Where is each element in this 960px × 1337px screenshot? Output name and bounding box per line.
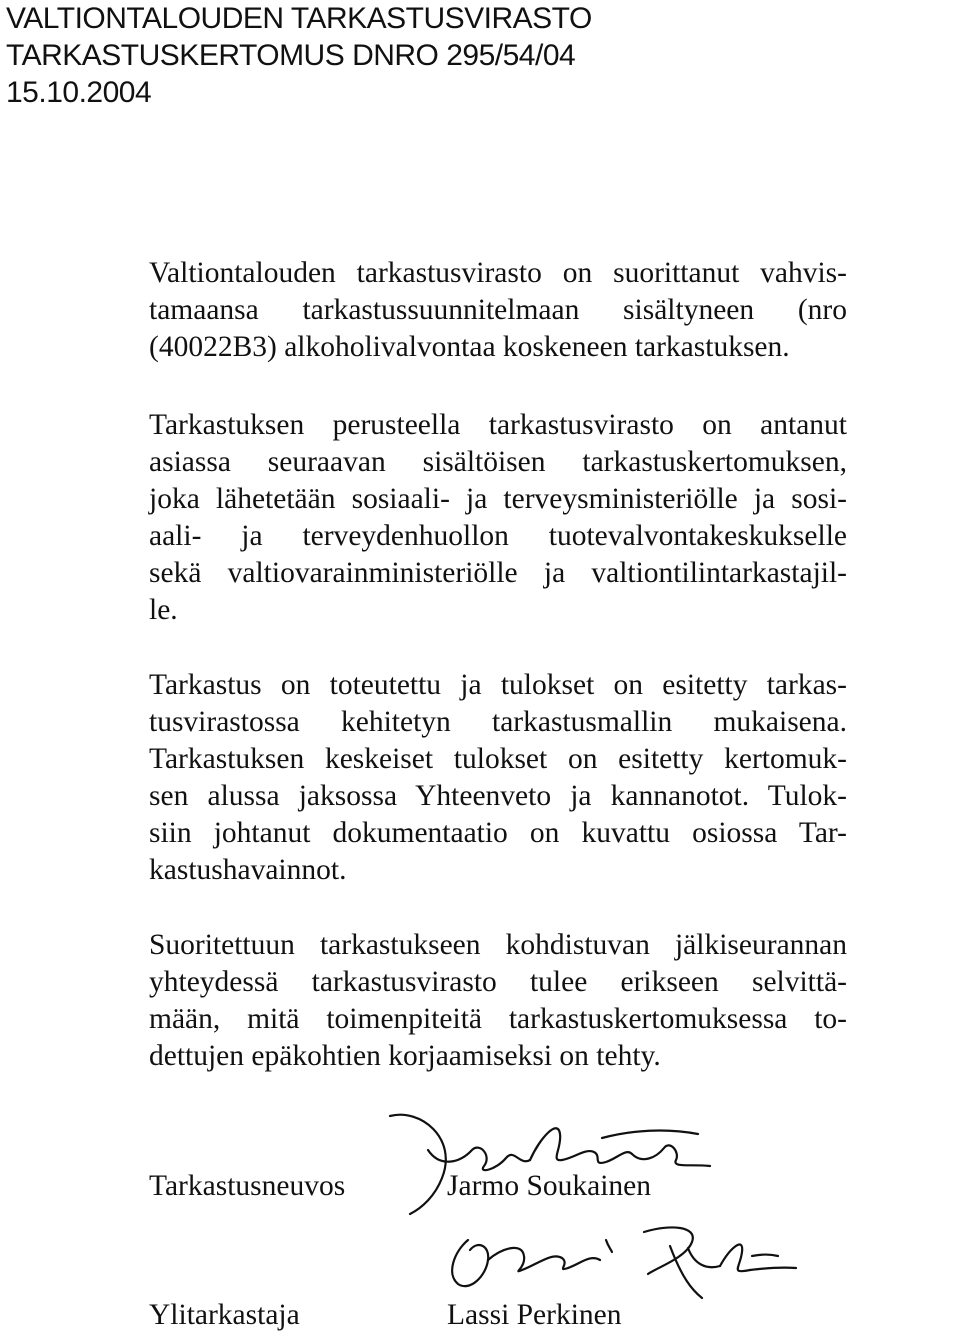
paragraph-line: yhteydessä tarkastusvirasto tulee erikseen selvittä- — [149, 966, 847, 998]
paragraph-2 — [149, 407, 847, 629]
paragraph-1 — [149, 255, 847, 366]
paragraph-line: sekä valtiovarainministeriölle ja valtiontilintarkastajil- — [149, 557, 847, 589]
report-reference: TARKASTUSKERTOMUS DNRO 295/54/04 — [6, 39, 576, 72]
signer-2-name: Lassi Perkinen — [447, 1299, 622, 1331]
paragraph-line: joka lähetetään sosiaali- ja terveysministeriölle ja sosi- — [149, 483, 847, 515]
paragraph-line: mään, mitä toimenpiteitä tarkastuskertomuksessa to- — [149, 1003, 847, 1035]
paragraph-line: Valtiontalouden tarkastusvirasto on suorittanut vahvis- — [149, 257, 847, 289]
paragraph-line: tusvirastossa kehitetyn tarkastusmallin mukaisena. — [149, 706, 847, 738]
paragraph-line: asiassa seuraavan sisältöisen tarkastuskertomuksen, — [149, 446, 847, 478]
signer-1-title: Tarkastusneuvos — [149, 1170, 346, 1202]
signature-2-handwriting — [430, 1212, 800, 1302]
paragraph-line: le. — [149, 594, 178, 626]
document-header — [6, 0, 592, 111]
signer-2-title: Ylitarkastaja — [149, 1299, 300, 1331]
signer-1-name: Jarmo Soukainen — [447, 1170, 652, 1202]
paragraph-line: Tarkastus on toteutettu ja tulokset on esitetty tarkas- — [149, 669, 847, 701]
agency-name: VALTIONTALOUDEN TARKASTUSVIRASTO — [6, 2, 592, 35]
paragraph-line: (40022B3) alkoholivalvontaa koskeneen tarkastuksen. — [149, 331, 790, 363]
paragraph-line: Tarkastuksen perusteella tarkastusvirasto on antanut — [149, 409, 847, 441]
paragraph-line: siin johtanut dokumentaatio on kuvattu osiossa Tar- — [149, 817, 847, 849]
paragraph-line: dettujen epäkohtien korjaamiseksi on tehty. — [149, 1040, 661, 1072]
paragraph-line: tamaansa tarkastussuunnitelmaan sisältyneen (nro — [149, 294, 847, 326]
paragraph-line: Tarkastuksen keskeiset tulokset on esitetty kertomuk- — [149, 743, 847, 775]
paragraph-line: aali- ja terveydenhuollon tuotevalvontakeskukselle — [149, 520, 847, 552]
paragraph-line: kastushavainnot. — [149, 854, 347, 886]
paragraph-4 — [149, 927, 847, 1075]
paragraph-line: sen alussa jaksossa Yhteenveto ja kannanotot. Tulok- — [149, 780, 847, 812]
report-date: 15.10.2004 — [6, 76, 152, 109]
signature-1-handwriting — [380, 1108, 720, 1218]
paragraph-line: Suoritettuun tarkastukseen kohdistuvan jälkiseurannan — [149, 929, 847, 961]
paragraph-3 — [149, 667, 847, 889]
